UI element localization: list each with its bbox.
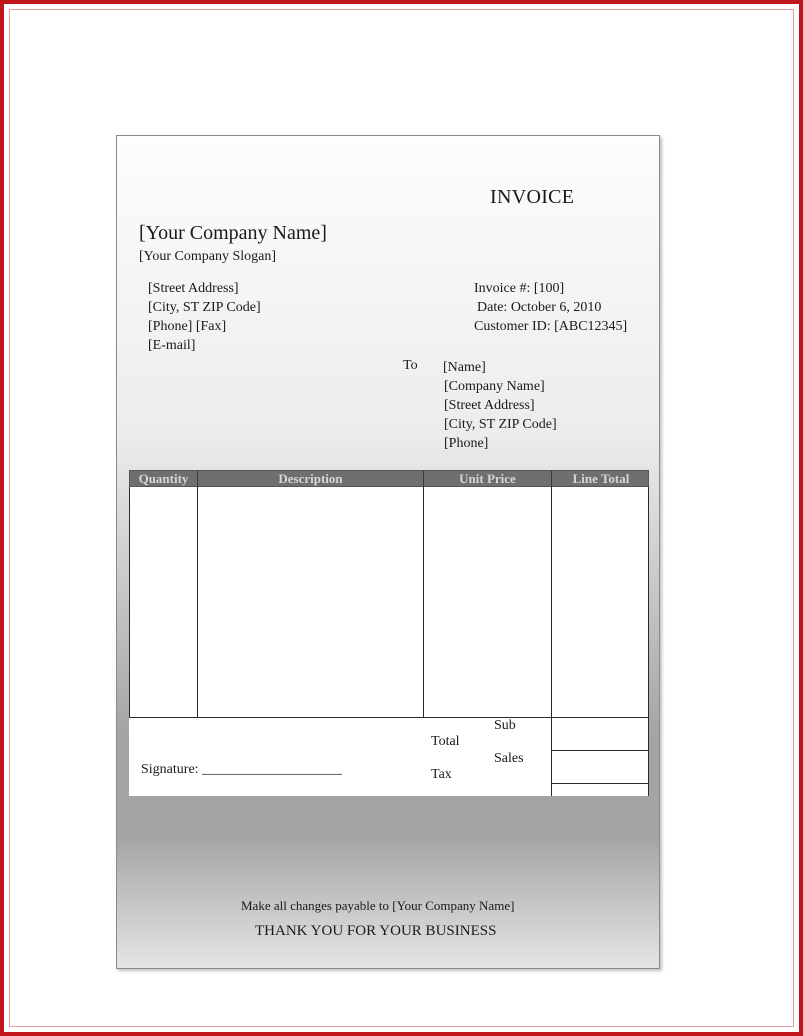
table-header-row: [129, 470, 649, 487]
payable-note: Make all changes payable to [Your Company Name]: [241, 898, 515, 913]
invoice-title: INVOICE: [490, 186, 575, 208]
recipient-city: [City, ST ZIP Code]: [444, 417, 557, 432]
header-quantity: Quantity: [130, 471, 198, 488]
sender-street: [Street Address]: [148, 281, 239, 296]
sender-city: [City, ST ZIP Code]: [148, 300, 261, 315]
tax-label-sales: Sales: [494, 751, 524, 766]
subtotal-label-sub: Sub: [494, 718, 516, 733]
invoice-number: Invoice #: [100]: [474, 281, 565, 296]
invoice-page: [116, 135, 660, 969]
table-border-left: [129, 487, 130, 717]
subtotal-label-total: Total: [431, 734, 460, 749]
sender-phone-fax: [Phone] [Fax]: [148, 319, 227, 334]
column-divider: [423, 487, 424, 717]
invoice-meta: [474, 279, 627, 336]
recipient-name: [Name]: [443, 360, 486, 375]
recipient-block: [443, 358, 557, 453]
line-items-table: [129, 470, 649, 796]
table-body-bottom: [129, 717, 649, 718]
recipient-phone: [Phone]: [444, 436, 489, 451]
column-divider: [197, 487, 198, 717]
recipient-street: [Street Address]: [444, 398, 535, 413]
subtotal-cell-bottom: [551, 750, 649, 751]
header-line-total: Line Total: [572, 471, 630, 486]
recipient-company: [Company Name]: [444, 379, 545, 394]
signature-line: Signature: ____________________: [141, 762, 343, 777]
tax-cell-bottom: [551, 783, 649, 784]
sender-email: [E-mail]: [148, 338, 196, 353]
invoice-date: Date: October 6, 2010: [477, 300, 602, 315]
tax-label-tax: Tax: [431, 767, 452, 782]
company-name: [Your Company Name]: [139, 222, 327, 244]
customer-id: Customer ID: [ABC12345]: [474, 319, 628, 334]
thank-you-message: THANK YOU FOR YOUR BUSINESS: [255, 923, 497, 939]
header-description: Description: [198, 471, 424, 488]
to-label: To: [403, 358, 418, 373]
header-unit-price: Unit Price: [424, 471, 552, 488]
company-slogan: [Your Company Slogan]: [139, 249, 277, 264]
sender-address: [148, 279, 261, 355]
